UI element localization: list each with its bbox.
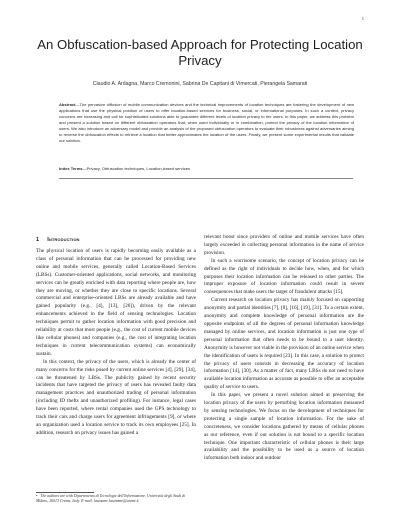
abstract-text: —The pervasive diffusion of mobile communication devices and the technical improvements of location techniques are fostering the development of new applications that use the physical position of users to offer location-based services for business, social, or informational purposes. In such a context, privacy concerns are increasing and call for sophisticated solutions able to guarantee different levels of location privacy to the users. In this paper, we address this problem and present a solution based on different obfuscation operators that, when used individually or in combination, protect the privacy of the location information of users. We also introduce an adversary model and provide an analysis of the proposed obfuscation operators to evaluate their robustness against adversaries aiming to reverse the obfuscation effects to retrieve a location that better approximates the location of the users. Finally, we present some experimental results that validate our solution. [59,102,354,143]
abstract [59,102,354,144]
paragraph: In this context, the privacy of the users, which is already the center of many concerns for the risks posed by current online services [4], [29], [34], can be threatened by LBSs. The publicity gained by recent security incidents that have targeted the privacy of users has revealed faulty data management practices and unauthorized trading of personal information (including ID thefts and unauthorized profiling). For instance, legal cases have been reported, where rental companies used the GPS technology to track their cars and charge users for agreement infringements [9], or where an organization used a location service to track its own employees [25]. In addition, research on privacy issues has gained a [36,358,196,436]
abstract-divider [59,178,353,179]
section-number: 1 [36,237,40,243]
abstract-label: Abstract [59,102,76,107]
footnote-divider [36,492,94,493]
paragraph: relevant boost since providers of online and mobile services have often largely exceeded in collecting personal information in the name of service provision. [204,234,364,256]
index-terms [59,166,354,172]
paper-title: An Obfuscation-based Approach for Protecting Location Privacy [37,37,363,68]
right-column [204,234,364,463]
author-list: Claudio A. Ardagna, Marco Cremonini, Sabrina De Capitani di Vimercati, Pierangela Samarati [92,81,308,87]
footnote-text: The authors are with Dipartimento di Tecnologie dell'Informazione, Università degli Studi di Milano, 26013 Crema, Italy. E-mail: lastname.lastname@unimi.it [36,494,186,503]
page-number: 1 [361,16,364,21]
paragraph: In this paper, we present a novel solution aimed at preserving the location privacy of the users by perturbing location information measured by sensing technologies. We focus on the development of techniques for protecting a single sample of location information. For the sake of concreteness, we consider locations gathered by means of cellular phones as our reference, even if our solution is not bound to a specific location technique. One important characteristic of cellular phones is their large availability and the possibility to be used as a source of location information both indoor and outdoor [204,392,364,462]
paragraph: In such a worrisome scenario, the concept of location privacy can be defined as the right of individuals to decide how, when, and for which purposes their location information can be released to other parties. The improper exposure of location information could result in severe consequences that make users the target of fraudulent attacks [15]. [204,257,364,296]
footnote-bullet: • [36,494,38,498]
paragraph: The physical location of users is rapidly becoming easily available as a class of personal information that can be processed for providing new online and mobile services, generally called Location-Based Services (LBSs). Customer-oriented applications, social networks, and monitoring services can be greatly enriched with data reporting where people are, how they are moving, or whether they are close to specific locations. Several commercial and enterprise-oriented LBSs are already available and have gained popularity (e.g., [4], [13], [26]), driven by the relevant enhancements achieved in the field of sensing technologies. Location techniques permit to gather location information with good precision and reliability at costs that most people (e.g., the cost of current mobile devices like cellular phones) and companies (e.g., the cost of integrating location techniques in current telecommunication systems) can economically sustain. [36,248,196,357]
index-terms-text: —Privacy, Obfuscation techniques, Location-based services [82,166,190,171]
paragraph: Current research on location privacy has mainly focused on supporting anonymity and partial identities [7], [8], [16], [19], [31]. To a certain extent, anonymity and complete knowledge of personal information are the opposite endpoints of all the degrees of personal information knowledge managed by online services, and location information is just one type of personal information that often needs to be bound to a user identity. Anonymity is however not viable in the provision of an online service when the identification of users is required [23]. In this case, a solution to protect the privacy of users consists in decreasing the accuracy of location information [14], [30]. As a matter of fact, many LBSs do not need to have available location information as accurate as possible to offer an acceptable quality of service to users. [204,297,364,391]
section-heading [36,237,80,243]
index-terms-label: Index Terms [59,166,83,171]
section-title: Introduction [47,237,80,243]
footnote [36,494,196,504]
left-column [36,248,196,438]
